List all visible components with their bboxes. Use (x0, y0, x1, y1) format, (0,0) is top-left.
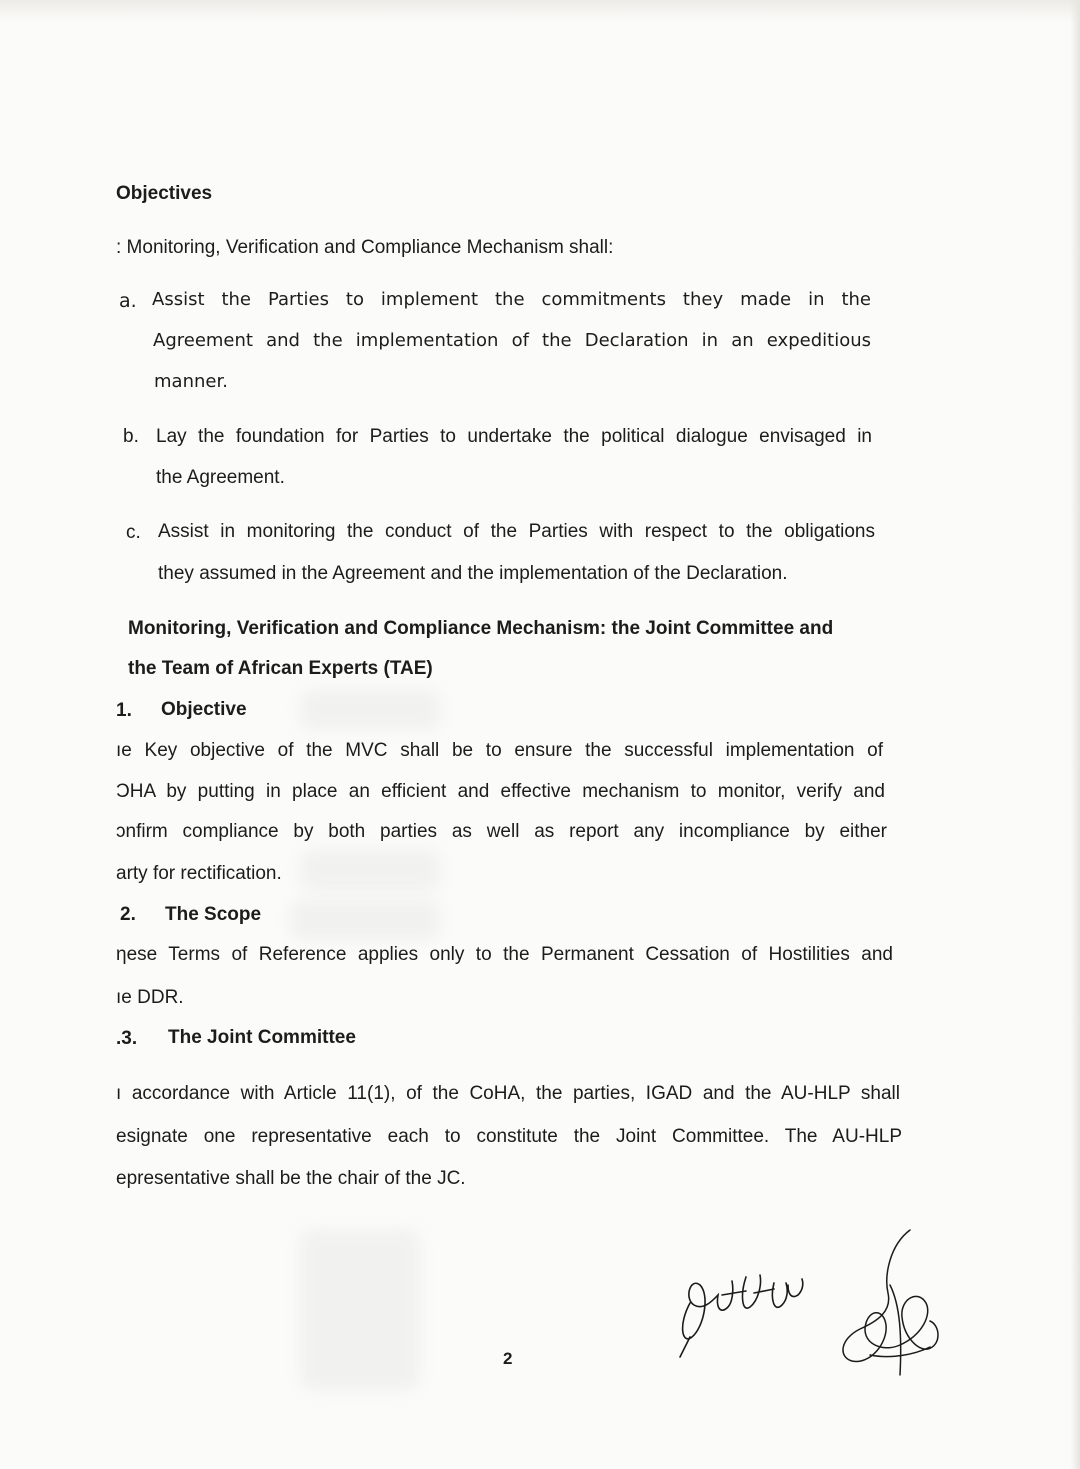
objective-line-1: ıe Key objective of the MVC shall be to ensure the successful implementation of (116, 740, 883, 761)
subsection-number-3: .3. (116, 1028, 138, 1049)
scan-smudge (290, 900, 440, 940)
scan-smudge (300, 1230, 420, 1390)
scan-smudge (300, 690, 440, 730)
page-edge-shadow (0, 0, 1080, 22)
objective-line-4: arty for rectification. (116, 863, 282, 884)
item-b-line-1: Lay the foundation for Parties to undertake the political dialogue envisaged in (156, 426, 872, 447)
page-edge-shadow-right (1070, 0, 1080, 1469)
list-marker-c: c. (126, 522, 141, 543)
scope-line-1: ηese Terms of Reference applies only to the Permanent Cessation of Hostilities and (116, 944, 893, 965)
item-c-line-1: Assist in monitoring the conduct of the Parties with respect to the obligations (158, 521, 875, 542)
intro-line: : Monitoring, Verification and Compliance Mechanism shall: (116, 237, 614, 258)
subsection-title-objective: Objective (161, 699, 247, 720)
joint-committee-line-3: epresentative shall be the chair of the JC. (116, 1168, 466, 1189)
subsection-title-joint-committee: The Joint Committee (168, 1027, 356, 1048)
list-marker-b: b. (123, 426, 139, 447)
subsection-number-1: 1. (116, 700, 132, 721)
item-c-line-2: they assumed in the Agreement and the implementation of the Declaration. (158, 563, 788, 584)
signature-left (670, 1255, 830, 1365)
objectives-heading: Objectives (116, 183, 213, 204)
subsection-number-2: 2. (120, 904, 136, 925)
page-number: 2 (503, 1349, 513, 1368)
objective-line-3: ɔnfirm compliance by both parties as well as report any incompliance by either (116, 821, 887, 842)
joint-committee-line-1: ı accordance with Article 11(1), of the CoHA, the parties, IGAD and the AU-HLP shall (116, 1083, 900, 1104)
item-b-line-2: the Agreement. (156, 467, 285, 488)
scope-line-2: ıe DDR. (116, 987, 184, 1008)
item-a-line-2: Agreement and the implementation of the Declaration in an expeditious (153, 330, 871, 351)
joint-committee-line-2: esignate one representative each to constitute the Joint Committee. The AU-HLP (116, 1126, 902, 1147)
item-a-line-1: Assist the Parties to implement the commitments they made in the (152, 289, 871, 310)
section-heading-line-1: Monitoring, Verification and Compliance Mechanism: the Joint Committee and (128, 618, 834, 639)
objective-line-2: ƆHA by putting in place an efficient and effective mechanism to monitor, verify and (116, 781, 885, 802)
list-marker-a: a. (119, 290, 137, 312)
section-heading-line-2: the Team of African Experts (TAE) (128, 658, 433, 679)
subsection-title-scope: The Scope (165, 904, 262, 925)
signature-right (830, 1225, 950, 1385)
item-a-line-3: manner. (154, 371, 228, 392)
scan-smudge (300, 850, 440, 890)
